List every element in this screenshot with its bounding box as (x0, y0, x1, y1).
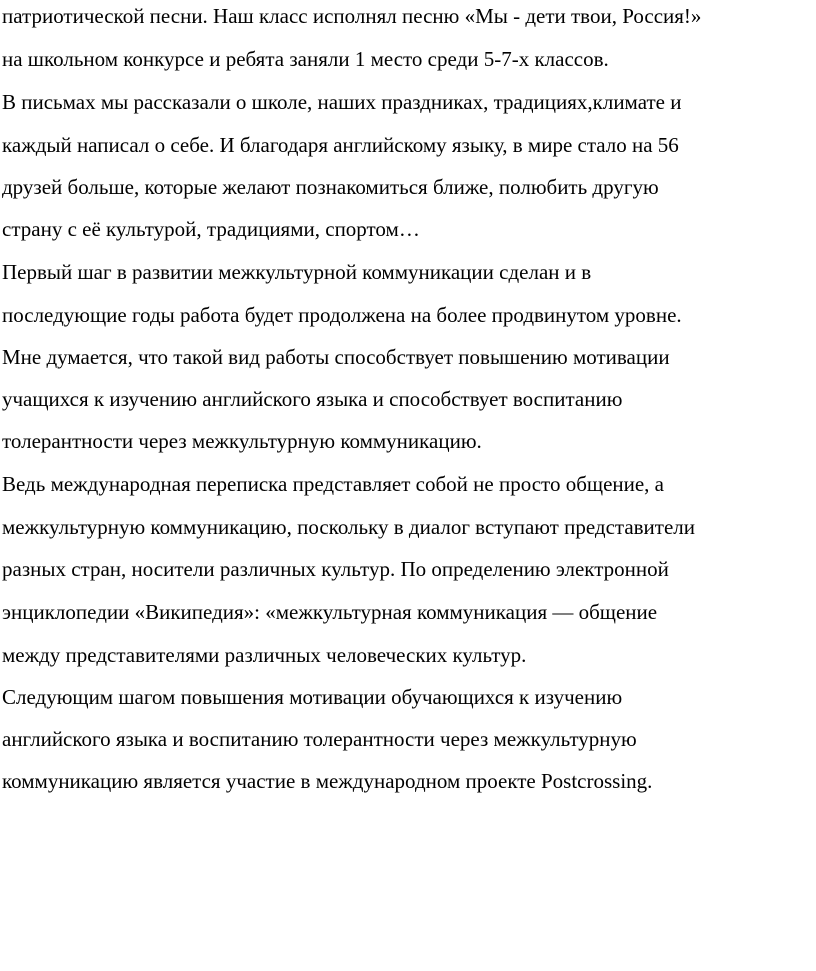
text-line: разных стран, носители различных культур. По определению электронной (2, 557, 669, 581)
text-line: Ведь международная переписка представляет собой не просто общение, а (2, 472, 665, 496)
text-line: друзей больше, которые желают познакомиться ближе, полюбить другую (2, 175, 659, 199)
text-line: между представителями различных человеческих культур. (2, 643, 527, 667)
text-line: последующие годы работа будет продолжена на более продвинутом уровне. (2, 303, 682, 327)
text-line: Первый шаг в развитии межкультурной коммуникации сделан и в (2, 260, 592, 284)
text-line: каждый написал о себе. И благодаря английскому языку, в мире стало на 56 (2, 133, 679, 157)
text-line: коммуникацию является участие в международном проекте Postcrossing. (2, 769, 653, 793)
text-line: Следующим шагом повышения мотивации обучающихся к изучению (2, 685, 623, 709)
text-line: английского языка и воспитанию толерантности через межкультурную (2, 727, 637, 751)
text-line: Мне думается, что такой вид работы способствует повышению мотивации (2, 345, 670, 369)
text-line: страну с её культурой, традициями, спортом… (2, 217, 420, 241)
text-line: учащихся к изучению английского языка и способствует воспитанию (2, 387, 623, 411)
text-line: энциклопедии «Википедия»: «межкультурная коммуникация — общение (2, 600, 658, 624)
text-line: В письмах мы рассказали о школе, наших праздниках, традициях,климате и (2, 90, 682, 114)
text-line: межкультурную коммуникацию, поскольку в диалог вступают представители (2, 515, 696, 539)
text-line: толерантности через межкультурную коммуникацию. (2, 429, 482, 453)
text-line: патриотической песни. Наш класс исполнял песню «Мы - дети твои, Россия!» (2, 4, 702, 28)
text-line: на школьном конкурсе и ребята заняли 1 место среди 5-7-х классов. (2, 47, 609, 71)
